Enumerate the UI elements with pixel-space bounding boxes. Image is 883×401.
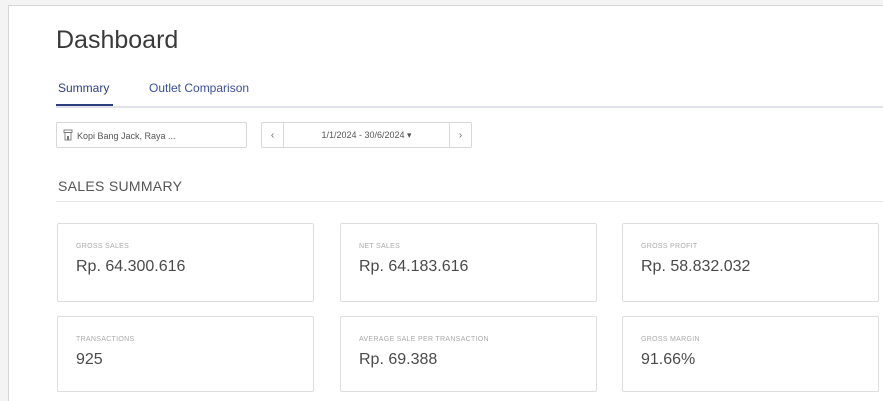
metric-card-average-sale <box>340 316 597 392</box>
metric-card-gross-sales <box>57 223 314 302</box>
section-title: SALES SUMMARY <box>58 178 183 194</box>
outlet-select[interactable] <box>56 122 247 148</box>
metric-value: Rp. 64.300.616 <box>76 258 186 275</box>
section-divider <box>56 201 883 202</box>
tab-summary[interactable]: Summary <box>58 81 110 95</box>
metric-card-transactions <box>57 316 314 392</box>
metric-label: TRANSACTIONS <box>76 336 135 343</box>
metric-label: GROSS PROFIT <box>641 243 698 250</box>
store-icon <box>63 129 73 141</box>
tab-bar <box>56 76 883 108</box>
date-range-dropdown[interactable]: 1/1/2024 - 30/6/2024 ▾ <box>321 129 412 140</box>
next-period-button[interactable]: › <box>449 123 471 147</box>
dashboard-panel <box>8 5 883 401</box>
metric-value: Rp. 64.183.616 <box>359 258 469 275</box>
page-title: Dashboard <box>56 26 179 54</box>
metric-label: GROSS MARGIN <box>641 336 700 343</box>
metric-card-gross-profit <box>622 223 879 302</box>
metric-label: AVERAGE SALE PER TRANSACTION <box>359 336 489 343</box>
metric-value: 925 <box>76 351 103 368</box>
outlet-select-label: Kopi Bang Jack, Raya ... <box>77 131 176 141</box>
metric-value: Rp. 58.832.032 <box>641 258 751 275</box>
metric-value: Rp. 69.388 <box>359 351 438 368</box>
date-range-picker <box>261 122 472 148</box>
metric-card-gross-margin <box>622 316 879 392</box>
metric-value: 91.66% <box>641 351 696 368</box>
tab-outlet-comparison[interactable]: Outlet Comparison <box>149 81 250 95</box>
metric-card-net-sales <box>340 223 597 302</box>
previous-period-button[interactable]: ‹ <box>262 123 284 147</box>
metric-label: NET SALES <box>359 243 401 250</box>
metric-label: GROSS SALES <box>76 243 130 250</box>
